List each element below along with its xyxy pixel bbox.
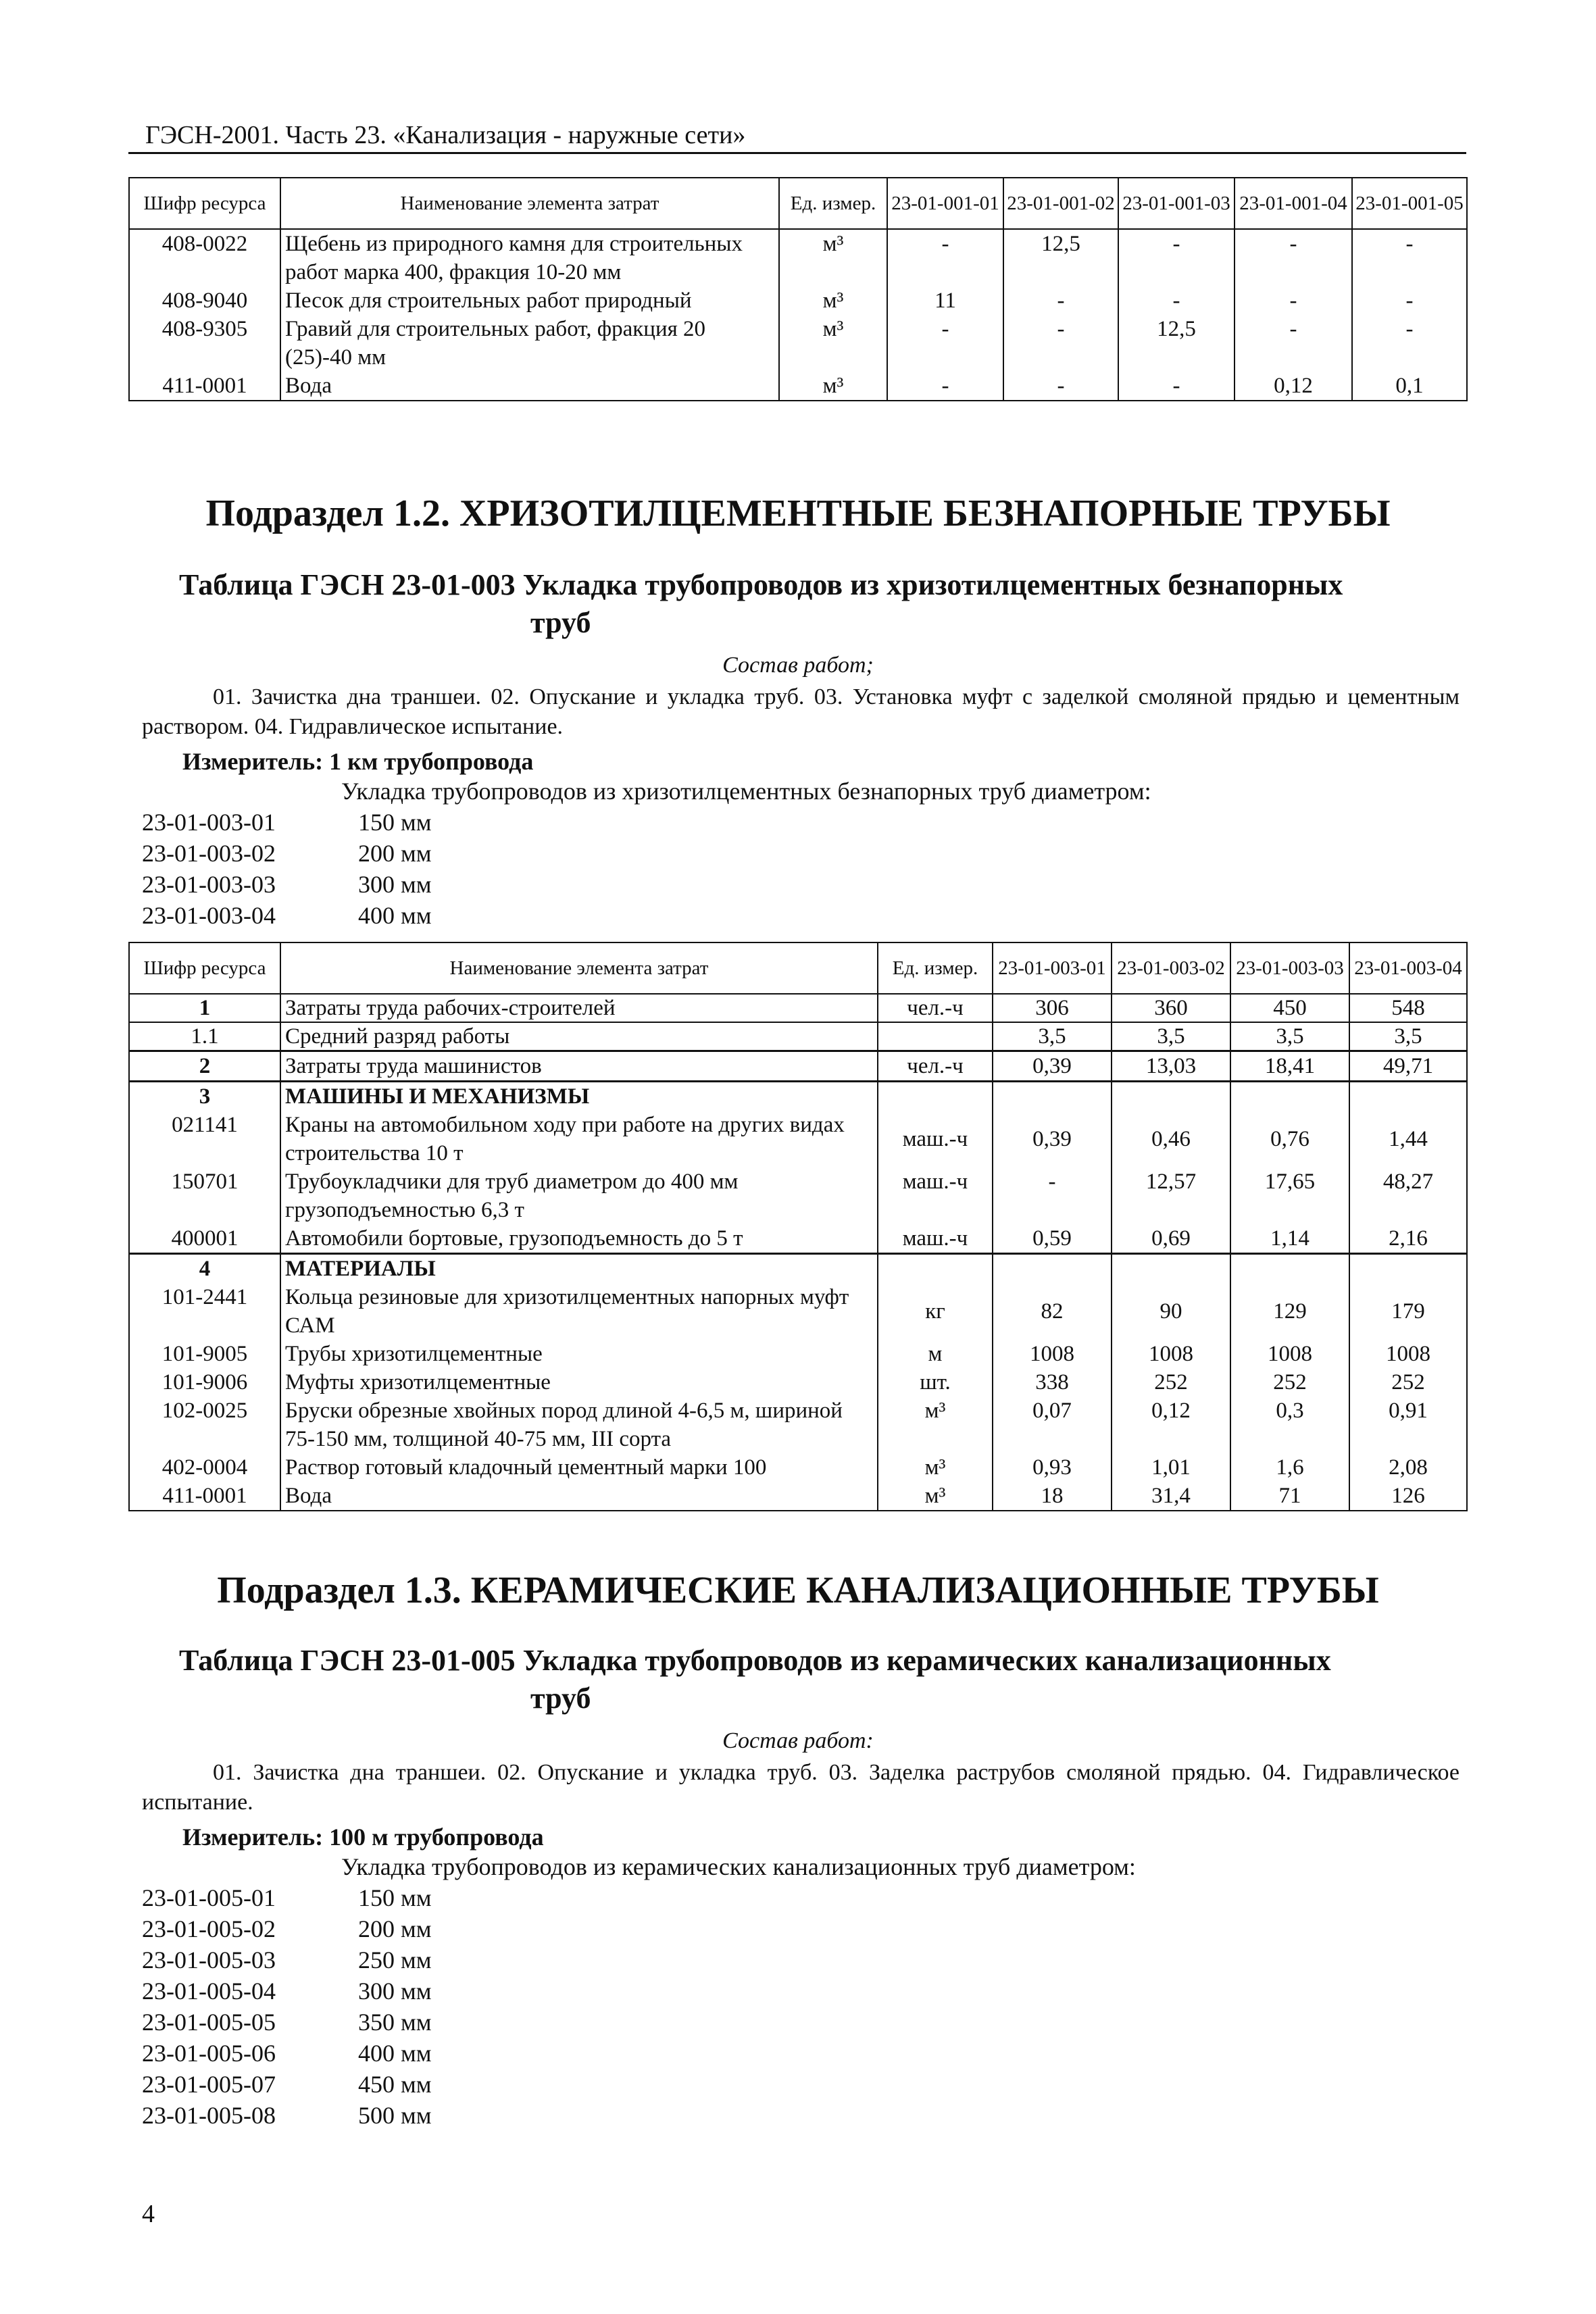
norm-code: 23-01-005-08 <box>142 2102 276 2129</box>
list-item <box>142 2100 432 2131</box>
header-rule <box>128 152 1466 154</box>
col-header-code: Шифр ресурса <box>129 942 280 994</box>
value-cell: 3,5 <box>1230 1022 1349 1051</box>
value-cell: - <box>1118 229 1235 286</box>
value-cell: 17,65 <box>1230 1167 1349 1224</box>
col-header-norm: 23-01-001-03 <box>1118 178 1235 229</box>
table-row <box>129 1453 1467 1482</box>
value-cell: - <box>993 1167 1112 1224</box>
value-cell: 0,39 <box>993 1051 1112 1082</box>
value-cell: 252 <box>1112 1368 1230 1397</box>
table-title-line: труб <box>530 606 591 639</box>
list-item <box>142 869 432 900</box>
value-cell: 49,71 <box>1349 1051 1467 1082</box>
resource-code: 402-0004 <box>129 1453 280 1482</box>
value-cell: 0,91 <box>1349 1397 1467 1453</box>
value-cell <box>1349 1082 1467 1111</box>
unit: м³ <box>878 1482 993 1511</box>
resource-name: Средний разряд работы <box>280 1022 878 1051</box>
pipe-diameter: 200 мм <box>358 840 432 867</box>
value-cell: 306 <box>993 994 1112 1022</box>
resource-name: Краны на автомобильном ходу при работе на других видах строительства 10 т <box>280 1111 878 1167</box>
list-item <box>142 1882 432 1913</box>
pipe-diameter: 500 мм <box>358 2102 432 2129</box>
resource-name: Трубоукладчики для труб диаметром до 400 мм грузоподъемностью 6,3 т <box>280 1167 878 1224</box>
norm-code: 23-01-005-05 <box>142 2009 276 2036</box>
table-row <box>129 1397 1467 1453</box>
table-row <box>129 1368 1467 1397</box>
table-row <box>129 1283 1467 1340</box>
group-code: 3 <box>129 1082 280 1111</box>
unit: маш.-ч <box>878 1224 993 1254</box>
value-cell: 450 <box>1230 994 1349 1022</box>
pipe-diameter: 400 мм <box>358 902 432 929</box>
col-header-norm: 23-01-001-01 <box>887 178 1003 229</box>
resource-name: Кольца резиновые для хризотилцементных напорных муфт САМ <box>280 1283 878 1340</box>
resource-code: 102-0025 <box>129 1397 280 1453</box>
value-cell: - <box>1352 286 1467 315</box>
resource-name: Автомобили бортовые, грузоподъемность до 5 т <box>280 1224 878 1254</box>
resource-name: Затраты труда рабочих-строителей <box>280 994 878 1022</box>
col-header-unit: Ед. измер. <box>779 178 887 229</box>
resource-code: 101-9006 <box>129 1368 280 1397</box>
value-cell: 12,57 <box>1112 1167 1230 1224</box>
value-cell: - <box>1235 229 1352 286</box>
resource-code: 411-0001 <box>129 372 280 401</box>
col-header-code: Шифр ресурса <box>129 178 280 229</box>
value-cell: - <box>1352 229 1467 286</box>
value-cell <box>1112 1082 1230 1111</box>
pipe-diameter: 150 мм <box>358 809 432 836</box>
col-header-name: Наименование элемента затрат <box>280 178 779 229</box>
pipe-diameter: 450 мм <box>358 2071 432 2098</box>
resource-code: 101-2441 <box>129 1283 280 1340</box>
table-row <box>129 1082 1467 1111</box>
resource-name: Гравий для строительных работ, фракция 20 (25)-40 мм <box>280 315 779 372</box>
col-header-norm: 23-01-001-02 <box>1003 178 1118 229</box>
table-row <box>129 372 1467 401</box>
value-cell: 1,01 <box>1112 1453 1230 1482</box>
pipe-diameter: 350 мм <box>358 2009 432 2036</box>
table-row <box>129 1022 1467 1051</box>
table-row <box>129 1224 1467 1254</box>
table-row <box>129 1482 1467 1511</box>
value-cell: 1,44 <box>1349 1111 1467 1167</box>
norm-code: 23-01-005-04 <box>142 1978 276 2005</box>
resource-name: Бруски обрезные хвойных пород длиной 4-6,5 м, шириной 75-150 мм, толщиной 40-75 мм, III сорта <box>280 1397 878 1453</box>
value-cell: 0,12 <box>1235 372 1352 401</box>
table-title-line: Таблица ГЭСН 23-01-005 Укладка трубопроводов из керамических канализационных <box>179 1644 1331 1677</box>
resource-name: Песок для строительных работ природный <box>280 286 779 315</box>
norm-code: 23-01-003-01 <box>142 809 276 836</box>
value-cell: 179 <box>1349 1283 1467 1340</box>
resource-code: 1 <box>129 994 280 1022</box>
col-header-norm: 23-01-001-04 <box>1235 178 1352 229</box>
value-cell: 2,16 <box>1349 1224 1467 1254</box>
unit: маш.-ч <box>878 1111 993 1167</box>
col-header-norm: 23-01-003-04 <box>1349 942 1467 994</box>
table-row <box>129 1167 1467 1224</box>
table-row <box>129 1340 1467 1368</box>
value-cell: 1008 <box>1349 1340 1467 1368</box>
norm-code: 23-01-003-02 <box>142 840 276 867</box>
measure-unit: Измеритель: 1 км трубопровода <box>182 748 534 775</box>
unit <box>878 1254 993 1284</box>
resource-code: 021141 <box>129 1111 280 1167</box>
unit: м³ <box>779 315 887 372</box>
section-heading: Подраздел 1.3. КЕРАМИЧЕСКИЕ КАНАЛИЗАЦИОННЫЕ ТРУБЫ <box>217 1569 1379 1611</box>
value-cell: 126 <box>1349 1482 1467 1511</box>
resource-name: Вода <box>280 372 779 401</box>
value-cell: 1,14 <box>1230 1224 1349 1254</box>
unit: шт. <box>878 1368 993 1397</box>
norm-code: 23-01-005-03 <box>142 1946 276 1973</box>
value-cell: - <box>1003 315 1118 372</box>
unit: м <box>878 1340 993 1368</box>
list-item <box>142 807 432 838</box>
value-cell: 0,69 <box>1112 1224 1230 1254</box>
norm-code-list <box>142 807 432 931</box>
value-cell: 3,5 <box>993 1022 1112 1051</box>
norm-code: 23-01-005-06 <box>142 2040 276 2067</box>
value-cell: 0,46 <box>1112 1111 1230 1167</box>
resource-name: Трубы хризотилцементные <box>280 1340 878 1368</box>
value-cell: 0,93 <box>993 1453 1112 1482</box>
unit: чел.-ч <box>878 994 993 1022</box>
value-cell: 0,76 <box>1230 1111 1349 1167</box>
work-composition-label: Состав работ; <box>722 653 874 678</box>
list-item <box>142 838 432 869</box>
list-item <box>142 2007 432 2038</box>
resource-code: 411-0001 <box>129 1482 280 1511</box>
col-header-name: Наименование элемента затрат <box>280 942 878 994</box>
value-cell <box>993 1254 1112 1284</box>
value-cell: 3,5 <box>1112 1022 1230 1051</box>
running-header: ГЭСН-2001. Часть 23. «Канализация - наружные сети» <box>145 121 746 149</box>
resource-code: 400001 <box>129 1224 280 1254</box>
norm-code: 23-01-005-02 <box>142 1915 276 1942</box>
resource-name: Раствор готовый кладочный цементный марки 100 <box>280 1453 878 1482</box>
value-cell <box>1349 1254 1467 1284</box>
pipe-diameter: 300 мм <box>358 1978 432 2005</box>
unit: чел.-ч <box>878 1051 993 1082</box>
resource-name: Щебень из природного камня для строительных работ марка 400, фракция 10-20 мм <box>280 229 779 286</box>
value-cell: - <box>887 372 1003 401</box>
resource-code: 150701 <box>129 1167 280 1224</box>
resource-table-23-01-003 <box>128 942 1468 1511</box>
resource-code: 1.1 <box>129 1022 280 1051</box>
value-cell: 1008 <box>1230 1340 1349 1368</box>
value-cell: 548 <box>1349 994 1467 1022</box>
col-header-unit: Ед. измер. <box>878 942 993 994</box>
resource-code: 408-9305 <box>129 315 280 372</box>
list-item <box>142 900 432 931</box>
norm-code: 23-01-003-04 <box>142 902 276 929</box>
value-cell: - <box>1235 286 1352 315</box>
value-cell: 0,12 <box>1112 1397 1230 1453</box>
group-name: МАШИНЫ И МЕХАНИЗМЫ <box>280 1082 878 1111</box>
list-item <box>142 1913 432 1944</box>
value-cell <box>1230 1082 1349 1111</box>
value-cell: 1008 <box>1112 1340 1230 1368</box>
work-description: 01. Зачистка дна траншеи. 02. Опускание и укладка труб. 03. Установка муфт с заделкой смоляной прядью и цементным раствором. 04. Гидравлическое испытание. <box>142 684 1460 739</box>
page-number: 4 <box>142 2200 155 2228</box>
norm-code-list <box>142 1882 432 2131</box>
table-title-line: труб <box>530 1682 591 1715</box>
pipe-diameter: 150 мм <box>358 1884 432 1911</box>
value-cell: 71 <box>1230 1482 1349 1511</box>
resource-name: Вода <box>280 1482 878 1511</box>
value-cell: 0,1 <box>1352 372 1467 401</box>
group-code: 4 <box>129 1254 280 1284</box>
col-header-norm: 23-01-001-05 <box>1352 178 1467 229</box>
table-row <box>129 229 1467 286</box>
unit <box>878 1082 993 1111</box>
table-row <box>129 1254 1467 1284</box>
value-cell: 82 <box>993 1283 1112 1340</box>
unit <box>878 1022 993 1051</box>
value-cell: 129 <box>1230 1283 1349 1340</box>
table-row <box>129 315 1467 372</box>
value-cell: 12,5 <box>1003 229 1118 286</box>
value-cell: 2,08 <box>1349 1453 1467 1482</box>
table-row <box>129 994 1467 1022</box>
value-cell: - <box>887 315 1003 372</box>
pipe-diameter: 300 мм <box>358 871 432 898</box>
list-item <box>142 1944 432 1976</box>
norm-code: 23-01-003-03 <box>142 871 276 898</box>
value-cell: - <box>1003 286 1118 315</box>
value-cell <box>1112 1254 1230 1284</box>
value-cell: 90 <box>1112 1283 1230 1340</box>
value-cell: - <box>1003 372 1118 401</box>
measure-unit: Измеритель: 100 м трубопровода <box>182 1823 544 1851</box>
table-title <box>179 1642 1449 1717</box>
value-cell: 0,39 <box>993 1111 1112 1167</box>
value-cell: 3,5 <box>1349 1022 1467 1051</box>
group-name: МАТЕРИАЛЫ <box>280 1254 878 1284</box>
value-cell: - <box>887 229 1003 286</box>
work-composition-label: Состав работ: <box>722 1728 874 1753</box>
codes-intro: Укладка трубопроводов из керамических канализационных труб диаметром: <box>341 1853 1136 1880</box>
value-cell: - <box>1118 372 1235 401</box>
codes-intro: Укладка трубопроводов из хризотилцементных безнапорных труб диаметром: <box>341 778 1151 805</box>
unit: кг <box>878 1283 993 1340</box>
col-header-norm: 23-01-003-02 <box>1112 942 1230 994</box>
unit: м³ <box>878 1397 993 1453</box>
value-cell: 12,5 <box>1118 315 1235 372</box>
value-cell: 11 <box>887 286 1003 315</box>
resource-code: 408-9040 <box>129 286 280 315</box>
value-cell: - <box>1118 286 1235 315</box>
value-cell: 252 <box>1349 1368 1467 1397</box>
unit: м³ <box>779 286 887 315</box>
table-row <box>129 1051 1467 1082</box>
value-cell: 31,4 <box>1112 1482 1230 1511</box>
value-cell <box>1230 1254 1349 1284</box>
resource-code: 101-9005 <box>129 1340 280 1368</box>
value-cell: 1008 <box>993 1340 1112 1368</box>
col-header-norm: 23-01-003-01 <box>993 942 1112 994</box>
list-item <box>142 2038 432 2069</box>
unit: м³ <box>878 1453 993 1482</box>
unit: м³ <box>779 229 887 286</box>
value-cell: 0,59 <box>993 1224 1112 1254</box>
section-heading: Подраздел 1.2. ХРИЗОТИЛЦЕМЕНТНЫЕ БЕЗНАПОРНЫЕ ТРУБЫ <box>205 493 1391 534</box>
resource-table-23-01-001 <box>128 177 1468 401</box>
value-cell: 48,27 <box>1349 1167 1467 1224</box>
value-cell: - <box>1352 315 1467 372</box>
value-cell: 252 <box>1230 1368 1349 1397</box>
resource-name: Затраты труда машинистов <box>280 1051 878 1082</box>
value-cell: 338 <box>993 1368 1112 1397</box>
table-title <box>179 566 1449 642</box>
list-item <box>142 1976 432 2007</box>
value-cell: 13,03 <box>1112 1051 1230 1082</box>
value-cell: 0,07 <box>993 1397 1112 1453</box>
value-cell: 0,3 <box>1230 1397 1349 1453</box>
value-cell: 18,41 <box>1230 1051 1349 1082</box>
work-description: 01. Зачистка дна траншеи. 02. Опускание и укладка труб. 03. Заделка раструбов смоляной прядью. 04. Гидравлическое испытание. <box>142 1760 1460 1815</box>
table-title-line: Таблица ГЭСН 23-01-003 Укладка трубопроводов из хризотилцементных безнапорных <box>179 568 1343 601</box>
norm-code: 23-01-005-01 <box>142 1884 276 1911</box>
value-cell <box>993 1082 1112 1111</box>
list-item <box>142 2069 432 2100</box>
col-header-norm: 23-01-003-03 <box>1230 942 1349 994</box>
pipe-diameter: 400 мм <box>358 2040 432 2067</box>
value-cell: 360 <box>1112 994 1230 1022</box>
pipe-diameter: 200 мм <box>358 1915 432 1942</box>
resource-code: 2 <box>129 1051 280 1082</box>
resource-code: 408-0022 <box>129 229 280 286</box>
unit: м³ <box>779 372 887 401</box>
pipe-diameter: 250 мм <box>358 1946 432 1973</box>
resource-name: Муфты хризотилцементные <box>280 1368 878 1397</box>
table-row <box>129 1111 1467 1167</box>
table-row <box>129 286 1467 315</box>
value-cell: 18 <box>993 1482 1112 1511</box>
norm-code: 23-01-005-07 <box>142 2071 276 2098</box>
unit: маш.-ч <box>878 1167 993 1224</box>
value-cell: 1,6 <box>1230 1453 1349 1482</box>
value-cell: - <box>1235 315 1352 372</box>
